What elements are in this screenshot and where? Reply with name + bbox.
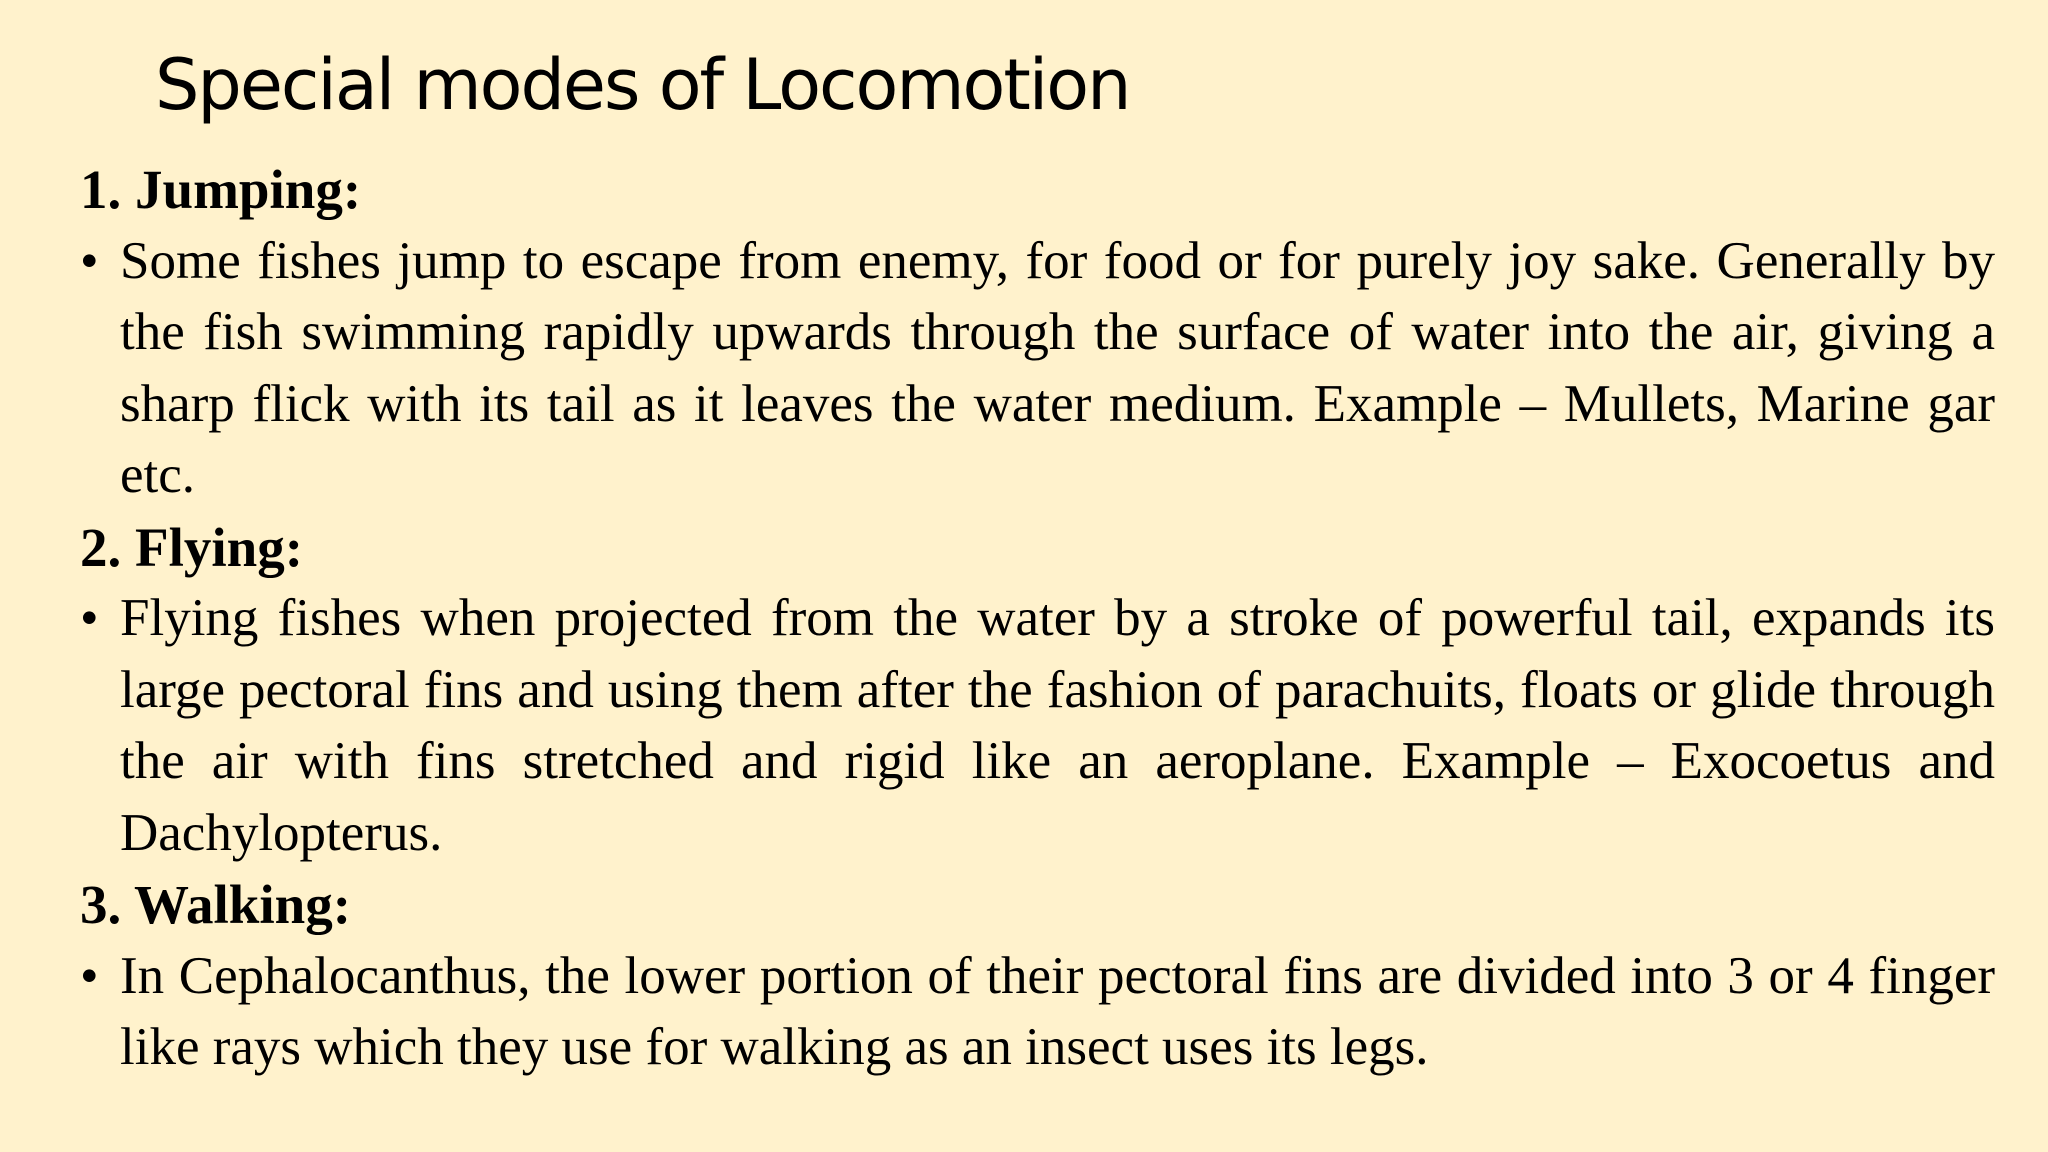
section-heading-jumping: 1. Jumping: xyxy=(80,159,362,220)
bullet-text-flying: Flying fishes when projected from the water by a stroke of powerful tail, expands its large pectoral fins and using them after the fashion of parachuits, floats or glide through the air with fins stretched and rigid like an aeroplane. Example – Exocoetus and Dachylopterus. xyxy=(120,589,1995,862)
bullet-text-walking: In Cephalocanthus, the lower portion of their pectoral fins are divided into 3 or 4 finger like rays which they use for walking as an insect uses its legs. xyxy=(120,946,1995,1076)
bullet-dot-icon: • xyxy=(80,589,99,647)
section-heading-flying: 2. Flying: xyxy=(80,516,304,578)
bullet-text-jumping: Some fishes jump to escape from enemy, for food or for purely joy sake. Generally by the fish swimming rapidly upwards through the surface of water into the air, giving a sharp flick with its tail as it leaves the water medium. Example – Mullets, Marine gar etc. xyxy=(120,231,1995,504)
slide-title: Special modes of Locomotion xyxy=(155,44,1130,126)
bullet-jumping xyxy=(80,226,1995,512)
bullet-walking xyxy=(80,941,1995,1084)
section-heading-walking: 3. Walking: xyxy=(80,874,352,935)
bullet-flying xyxy=(80,583,1995,869)
bullet-dot-icon: • xyxy=(80,231,99,290)
bullet-dot-icon: • xyxy=(80,946,99,1005)
slide-content xyxy=(80,154,1995,1084)
